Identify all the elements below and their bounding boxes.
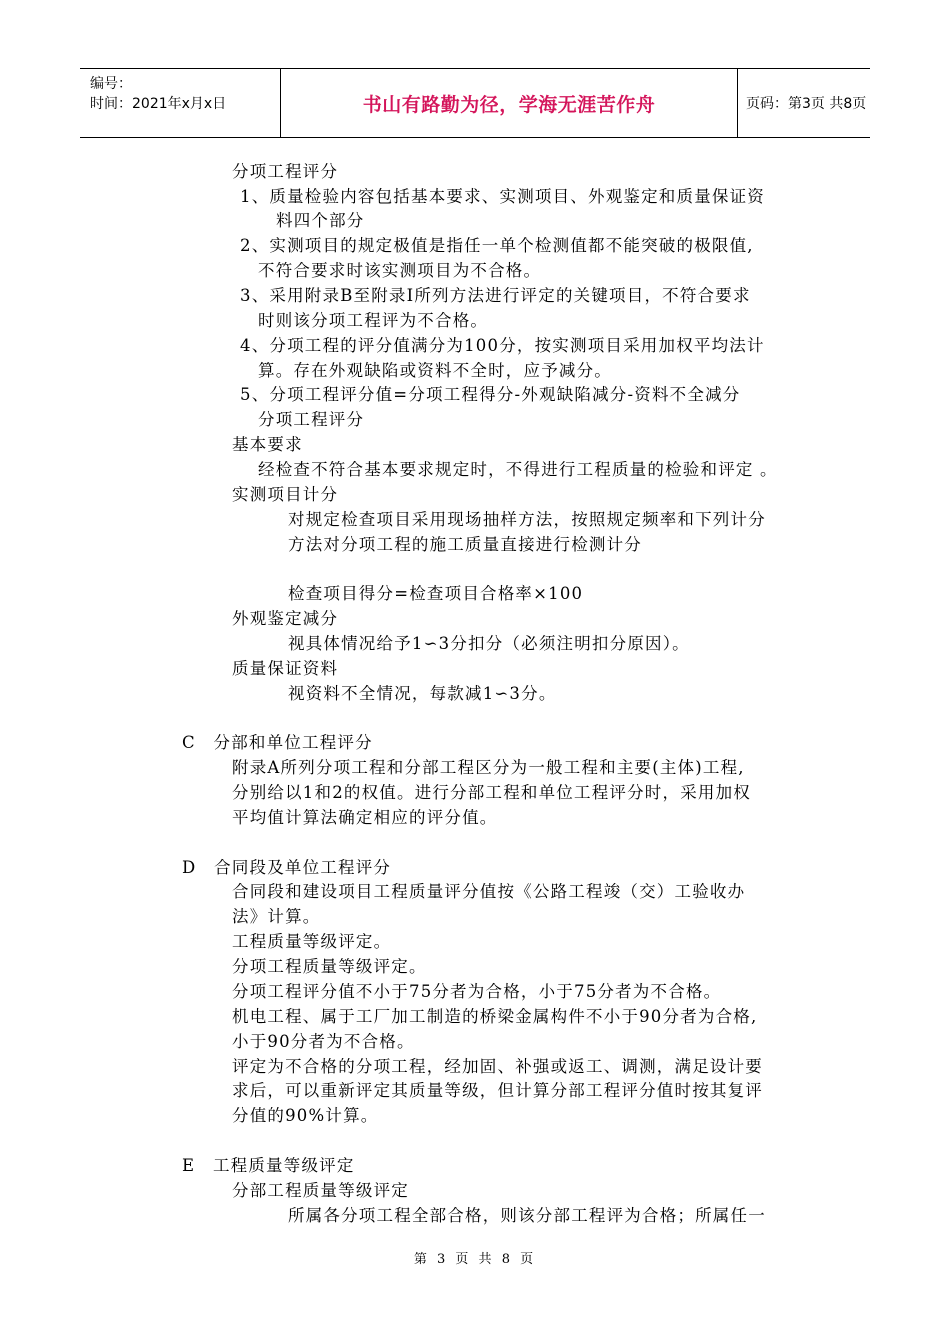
text-line: 评定为不合格的分项工程，经加固、补强或返工、调测，满足设计要 <box>232 1057 763 1076</box>
text-line: 法》计算。 <box>232 907 321 926</box>
text-line: 料四个部分 <box>276 211 365 230</box>
header-right <box>738 69 870 137</box>
section-heading: C 分部和单位工程评分 <box>182 733 373 752</box>
page-number-label: 页码：第3页 共8页 <box>746 96 867 112</box>
text-line: 对规定检查项目采用现场抽样方法，按照规定频率和下列计分 <box>288 510 766 529</box>
text-line: 算。存在外观缺陷或资料不全时，应予减分。 <box>258 361 612 380</box>
text-line: 分部工程质量等级评定 <box>232 1181 409 1200</box>
number-label: 编号： <box>90 76 132 92</box>
text-line: 分项工程质量等级评定。 <box>232 957 427 976</box>
text-line: 分项工程评分值不小于75分者为合格，小于75分者为不合格。 <box>232 982 722 1001</box>
text-line: 分值的90%计算。 <box>232 1106 379 1125</box>
text-line: 4、分项工程的评分值满分为100分，按实测项目采用加权平均法计 <box>240 336 765 355</box>
text-line: 方法对分项工程的施工质量直接进行检测计分 <box>288 535 642 554</box>
text-line: 分项工程评分 <box>258 410 365 429</box>
text-line: 所属各分项工程全部合格，则该分部工程评为合格；所属任一 <box>288 1206 766 1225</box>
date-label: 时间：2021年x月x日 <box>90 96 227 112</box>
text-line: 1、质量检验内容包括基本要求、实测项目、外观鉴定和质量保证资 <box>240 187 765 206</box>
text-line: 分别给以1和2的权值。进行分部工程和单位工程评分时，采用加权 <box>232 783 751 802</box>
text-line: 检查项目得分=检查项目合格率×100 <box>288 584 584 603</box>
text-line: 质量保证资料 <box>232 659 339 678</box>
text-line: 3、采用附录B至附录I所列方法进行评定的关键项目，不符合要求 <box>240 286 751 305</box>
page-header <box>80 68 870 138</box>
text-line: 求后，可以重新评定其质量等级，但计算分部工程评分值时按其复评 <box>232 1081 763 1100</box>
text-line: 外观鉴定减分 <box>232 609 339 628</box>
text-line: 工程质量等级评定。 <box>232 932 392 951</box>
section-heading: D 合同段及单位工程评分 <box>182 858 392 877</box>
text-line: 视具体情况给予1∽3分扣分（必须注明扣分原因）。 <box>288 634 690 653</box>
text-line: 分项工程评分 <box>232 162 339 181</box>
text-line: 机电工程、属于工厂加工制造的桥梁金属构件不小于90分者为合格, <box>232 1007 758 1026</box>
text-line: 实测项目计分 <box>232 485 339 504</box>
text-line: 时则该分项工程评为不合格。 <box>258 311 489 330</box>
motto: 书山有路勤为径，学海无涯苦作舟 <box>362 93 656 116</box>
text-line: 不符合要求时该实测项目为不合格。 <box>258 261 542 280</box>
header-left <box>80 69 280 137</box>
text-line: 经检查不符合基本要求规定时，不得进行工程质量的检验和评定 。 <box>258 460 778 479</box>
text-line: 平均值计算法确定相应的评分值。 <box>232 808 498 827</box>
text-line: 2、实测项目的规定极值是指任一单个检测值都不能突破的极限值, <box>240 236 754 255</box>
header-middle <box>280 69 738 137</box>
text-line: 基本要求 <box>232 435 303 454</box>
text-line: 附录A所列分项工程和分部工程区分为一般工程和主要(主体)工程, <box>232 758 745 777</box>
text-line: 合同段和建设项目工程质量评分值按《公路工程竣（交）工验收办 <box>232 882 746 901</box>
text-line: 小于90分者为不合格。 <box>232 1032 415 1051</box>
text-line: 视资料不全情况，每款减1∽3分。 <box>288 684 557 703</box>
text-line: 5、分项工程评分值=分项工程得分-外观缺陷减分-资料不全减分 <box>240 385 741 404</box>
page-footer: 第 3 页 共 8 页 <box>413 1252 537 1267</box>
section-heading: E 工程质量等级评定 <box>182 1156 355 1175</box>
